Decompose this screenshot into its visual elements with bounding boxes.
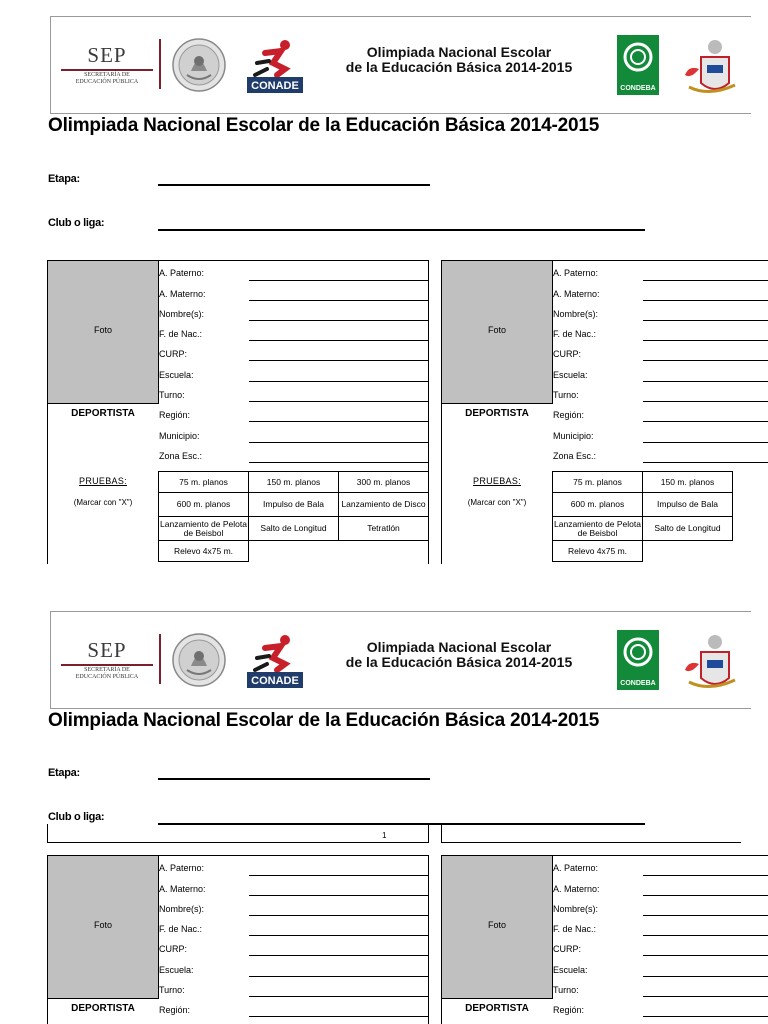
field-region[interactable]	[643, 421, 768, 422]
state-crest-icon	[679, 35, 739, 99]
event-cell[interactable]: 150 m. planos	[248, 471, 339, 493]
field-label-escuela: Escuela:	[159, 965, 194, 975]
field-a-paterno[interactable]	[643, 875, 768, 876]
sep-logo-text: SEP	[87, 638, 127, 662]
field-nombre[interactable]	[249, 915, 429, 916]
photo-label: Foto	[93, 325, 112, 335]
national-seal-icon	[171, 37, 227, 93]
field-turno[interactable]	[249, 996, 429, 997]
event-cell[interactable]: Tetratlón	[338, 516, 429, 541]
field-fecha-nac[interactable]	[643, 340, 768, 341]
photo-label: Foto	[487, 325, 506, 335]
banner-title-line-2: de la Educación Básica 2014-2015	[345, 654, 573, 670]
club-label: Club o liga:	[48, 217, 105, 229]
field-label-curp: CURP:	[159, 349, 188, 359]
field-label-nombre: Nombre(s):	[159, 309, 205, 319]
field-label-a-materno: A. Materno:	[553, 289, 600, 299]
field-label-a-paterno: A. Paterno:	[159, 268, 205, 278]
photo-label: Foto	[93, 920, 112, 930]
field-escuela[interactable]	[249, 381, 429, 382]
conade-logo-icon	[247, 39, 303, 93]
conade-logo-icon	[247, 634, 303, 688]
field-label-region: Región:	[159, 410, 191, 420]
field-nombre[interactable]	[249, 320, 429, 321]
field-label-a-paterno: A. Paterno:	[553, 268, 599, 278]
field-label-nombre: Nombre(s):	[553, 309, 599, 319]
field-nombre[interactable]	[643, 320, 768, 321]
field-label-escuela: Escuela:	[553, 965, 588, 975]
photo-box[interactable]	[442, 261, 553, 404]
field-label-nombre: Nombre(s):	[553, 904, 599, 914]
header-banner	[50, 16, 751, 114]
sep-logo-subtitle-2: EDUCACIÓN PÚBLICA	[75, 674, 139, 680]
field-curp[interactable]	[249, 955, 429, 956]
sep-logo-subtitle-2: EDUCACIÓN PÚBLICA	[75, 79, 139, 85]
field-fecha-nac[interactable]	[249, 340, 429, 341]
event-cell[interactable]: 75 m. planos	[158, 471, 249, 493]
field-label-curp: CURP:	[553, 944, 582, 954]
field-label-a-materno: A. Materno:	[553, 884, 600, 894]
conade-label: CONADE	[251, 675, 299, 687]
etapa-field[interactable]	[158, 778, 430, 780]
field-zona-esc[interactable]	[249, 462, 429, 463]
conade-label: CONADE	[251, 80, 299, 92]
deportista-label: DEPORTISTA	[71, 408, 135, 419]
event-cell[interactable]: Relevo 4x75 m.	[158, 540, 249, 562]
field-a-paterno[interactable]	[249, 875, 429, 876]
marcar-label: (Marcar con "X")	[73, 498, 133, 507]
field-label-a-materno: A. Materno:	[159, 884, 206, 894]
field-label-curp: CURP:	[553, 349, 582, 359]
field-curp[interactable]	[249, 360, 429, 361]
pruebas-label: PRUEBAS:	[473, 476, 521, 486]
page-number: 1	[382, 831, 387, 840]
event-cell[interactable]: Lanzamiento de Pelota de Beisbol	[552, 516, 643, 541]
event-cell[interactable]: 300 m. planos	[338, 471, 429, 493]
field-escuela[interactable]	[249, 976, 429, 977]
athlete-card-2	[441, 260, 768, 564]
field-label-a-paterno: A. Paterno:	[159, 863, 205, 873]
field-label-municipio: Municipio:	[159, 431, 200, 441]
event-cell[interactable]: Impulso de Bala	[642, 492, 733, 517]
field-label-turno: Turno:	[159, 985, 185, 995]
field-label-region: Región:	[159, 1005, 191, 1015]
condeba-logo-icon	[617, 630, 659, 690]
photo-box[interactable]	[442, 856, 553, 999]
condeba-label: CONDEBA	[620, 85, 656, 92]
sep-logo-text: SEP	[87, 43, 127, 67]
page-title: Olimpiada Nacional Escolar de la Educación Básica 2014-2015	[48, 115, 600, 136]
field-curp[interactable]	[643, 360, 768, 361]
photo-label: Foto	[487, 920, 506, 930]
field-label-zona-esc: Zona Esc.:	[159, 451, 203, 461]
field-label-fecha-nac: F. de Nac.:	[159, 924, 203, 934]
condeba-label: CONDEBA	[620, 680, 656, 687]
field-label-fecha-nac: F. de Nac.:	[553, 924, 597, 934]
field-label-region: Región:	[553, 1005, 585, 1015]
field-municipio[interactable]	[643, 442, 768, 443]
banner-title-line-1: Olimpiada Nacional Escolar	[366, 44, 552, 60]
field-label-escuela: Escuela:	[159, 370, 194, 380]
field-label-fecha-nac: F. de Nac.:	[159, 329, 203, 339]
sep-logo-subtitle-1: SECRETARÍA DE	[84, 72, 130, 78]
field-turno[interactable]	[643, 401, 768, 402]
event-cell[interactable]: 75 m. planos	[552, 471, 643, 493]
deportista-label: DEPORTISTA	[465, 1003, 529, 1014]
event-cell[interactable]: Salto de Longitud	[248, 516, 339, 541]
banner-title	[309, 640, 609, 670]
field-a-paterno[interactable]	[249, 280, 429, 281]
condeba-logo-icon	[617, 35, 659, 95]
field-label-curp: CURP:	[159, 944, 188, 954]
field-label-turno: Turno:	[553, 985, 579, 995]
banner-title	[309, 45, 609, 75]
field-a-materno[interactable]	[643, 300, 768, 301]
field-region[interactable]	[249, 421, 429, 422]
state-crest-icon	[679, 630, 739, 694]
athlete-card-4	[441, 855, 768, 1024]
banner-title-line-1: Olimpiada Nacional Escolar	[366, 639, 552, 655]
field-label-nombre: Nombre(s):	[159, 904, 205, 914]
athlete-card-1	[47, 260, 435, 564]
field-nombre[interactable]	[643, 915, 768, 916]
field-label-turno: Turno:	[553, 390, 579, 400]
field-a-materno[interactable]	[643, 895, 768, 896]
form-section-2	[0, 595, 768, 1024]
field-a-materno[interactable]	[249, 895, 429, 896]
field-fecha-nac[interactable]	[249, 935, 429, 936]
event-cell[interactable]: Relevo 4x75 m.	[552, 540, 643, 562]
field-municipio[interactable]	[249, 442, 429, 443]
field-label-municipio: Municipio:	[553, 431, 594, 441]
field-a-materno[interactable]	[249, 300, 429, 301]
field-turno[interactable]	[643, 996, 768, 997]
photo-box[interactable]	[48, 261, 159, 404]
marcar-label: (Marcar con "X")	[467, 498, 527, 507]
event-cell[interactable]: Lanzamiento de Disco	[338, 492, 429, 517]
field-escuela[interactable]	[643, 976, 768, 977]
page-title: Olimpiada Nacional Escolar de la Educación Básica 2014-2015	[48, 710, 600, 731]
field-escuela[interactable]	[643, 381, 768, 382]
event-cell[interactable]: 150 m. planos	[642, 471, 733, 493]
field-region[interactable]	[249, 1016, 429, 1017]
sep-logo-subtitle-1: SECRETARÍA DE	[84, 667, 130, 673]
event-cell[interactable]: Impulso de Bala	[248, 492, 339, 517]
national-seal-icon	[171, 632, 227, 688]
etapa-label: Etapa:	[48, 767, 80, 779]
field-fecha-nac[interactable]	[643, 935, 768, 936]
field-turno[interactable]	[249, 401, 429, 402]
field-label-escuela: Escuela:	[553, 370, 588, 380]
photo-box[interactable]	[48, 856, 159, 999]
field-label-region: Región:	[553, 410, 585, 420]
etapa-label: Etapa:	[48, 173, 80, 185]
banner-title-line-2: de la Educación Básica 2014-2015	[345, 59, 573, 75]
sep-logo	[57, 638, 157, 681]
club-label: Club o liga:	[48, 811, 105, 823]
field-curp[interactable]	[643, 955, 768, 956]
deportista-label: DEPORTISTA	[465, 408, 529, 419]
field-label-fecha-nac: F. de Nac.:	[553, 329, 597, 339]
pruebas-label: PRUEBAS:	[79, 476, 127, 486]
field-label-a-paterno: A. Paterno:	[553, 863, 599, 873]
field-label-a-materno: A. Materno:	[159, 289, 206, 299]
event-cell[interactable]: 600 m. planos	[158, 492, 249, 517]
athlete-card-3	[47, 855, 435, 1024]
field-label-zona-esc: Zona Esc.:	[553, 451, 597, 461]
event-cell[interactable]: Salto de Longitud	[642, 516, 733, 541]
deportista-label: DEPORTISTA	[71, 1003, 135, 1014]
event-cell[interactable]: 600 m. planos	[552, 492, 643, 517]
field-label-turno: Turno:	[159, 390, 185, 400]
field-zona-esc[interactable]	[643, 462, 768, 463]
etapa-field[interactable]	[158, 184, 430, 186]
sep-logo	[57, 43, 157, 86]
club-field[interactable]	[158, 229, 645, 231]
field-region[interactable]	[643, 1016, 768, 1017]
club-field[interactable]	[158, 823, 645, 825]
event-cell[interactable]: Lanzamiento de Pelota de Beisbol	[158, 516, 249, 541]
header-banner	[50, 611, 751, 709]
field-a-paterno[interactable]	[643, 280, 768, 281]
